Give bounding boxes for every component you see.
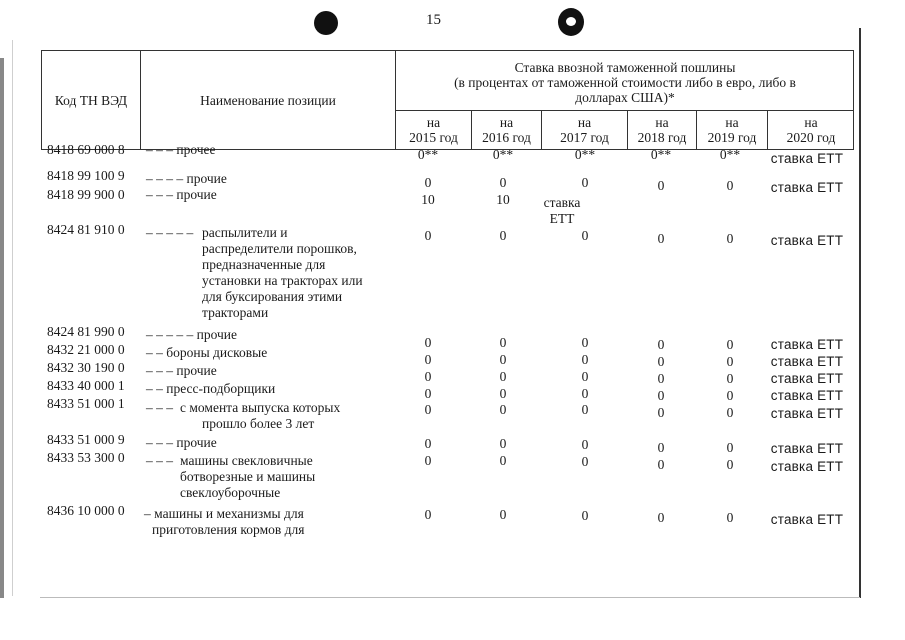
header-rate [396,55,854,109]
value-2017: 0 [581,335,589,350]
header-rate-line2: (в процентах от таможенной стоимости либо в евро, либо в [454,74,796,90]
value-2019: 0 [726,231,734,246]
row-name-line1: с момента выпуска которых [180,400,341,415]
row-name: – – – прочие [146,435,217,450]
value-2020: ставка ЕТТ [770,354,844,369]
value-2015: 0 [424,386,432,401]
value-2016: 0 [499,386,507,401]
table-header [41,50,854,150]
value-2015: 0 [424,402,432,417]
header-year-2020: на 2020 год [786,115,836,145]
value-2018: 0 [657,405,665,420]
value-2020: ставка ЕТТ [770,388,844,403]
value-2019: 0 [726,405,734,420]
value-2019: 0 [726,388,734,403]
value-2016: 0 [499,352,507,367]
value-2016: 0 [499,402,507,417]
header-year-2017: на 2017 год [560,115,609,145]
value-2019: 0 [726,440,734,455]
header-year-2018: на 2018 год [637,115,687,145]
row-code: 8433 51 000 1 [47,396,125,411]
value-2019: 0 [726,510,734,525]
value-2018: 0 [657,457,665,472]
row-code: 8418 69 000 8 [47,142,125,157]
value-2017: 0 [581,402,589,417]
value-2015: 10 [421,192,435,207]
value-2017: 0 [581,175,589,190]
value-2020: ставка ЕТТ [770,406,844,421]
value-2017: 0 [581,454,589,469]
row-code: 8424 81 990 0 [47,324,125,339]
value-2017: ставка ЕТТ [543,195,581,226]
value-2020: ставка ЕТТ [770,459,844,474]
scan-edge-right [859,28,861,598]
value-2019: 0 [726,354,734,369]
value-2016: 0 [499,453,507,468]
value-2019: 0** [719,147,741,162]
row-name-line1: машины свекловичные [180,453,313,468]
header-name: Наименование позиции [200,92,336,108]
value-2015: 0 [424,175,432,190]
row-name-dashes: – – – [146,453,173,468]
value-2016: 0 [499,436,507,451]
value-2018: 0 [657,354,665,369]
value-2015: 0 [424,507,432,522]
value-2016: 0 [499,175,507,190]
row-name: распылители и распределители порошков, предназначенные для установки на тракторах или для буксирования этими тракторами [202,225,363,320]
row-name: – – – – прочие [146,171,227,186]
value-2015: 0 [424,228,432,243]
header-year-2016: на 2016 год [482,115,531,145]
value-2020: ставка ЕТТ [770,151,844,166]
header-year-2015: на 2015 год [409,115,458,145]
value-2017: 0 [581,228,589,243]
header-rate-line1: Ставка ввозной таможенной пошлины [514,59,736,75]
value-2017: 0 [581,369,589,384]
row-code: 8433 51 000 9 [47,432,125,447]
scan-edge-left-faint [12,40,13,596]
value-2018: 0 [657,371,665,386]
value-2020: ставка ЕТТ [770,337,844,352]
row-code: 8418 99 900 0 [47,187,125,202]
row-code: 8433 40 000 1 [47,378,125,393]
value-2019: 0 [726,178,734,193]
value-2016: 0 [499,228,507,243]
value-2017: 0 [581,352,589,367]
value-2020: ставка ЕТТ [770,371,844,386]
value-2018: 0 [657,388,665,403]
row-code: 8436 10 000 0 [47,503,125,518]
value-2019: 0 [726,371,734,386]
row-name-line2: прошло более 3 лет [202,416,315,431]
punch-hole-right [558,8,584,36]
header-code: Код ТН ВЭД [54,92,128,108]
value-2016: 0 [499,507,507,522]
value-2015: 0** [417,147,439,162]
header-year-2019: на 2019 год [707,115,757,145]
value-2015: 0 [424,436,432,451]
row-name-line1: – машины и механизмы для [144,506,304,521]
header-rate-line3: долларах США)* [575,89,675,105]
row-name: – – – прочее [146,142,216,157]
row-code: 8433 53 300 0 [47,450,125,465]
value-2020: ставка ЕТТ [770,512,844,527]
value-2020: ставка ЕТТ [770,180,844,195]
value-2017: 0 [581,386,589,401]
value-2018: 0 [657,440,665,455]
value-2017: 0** [574,147,596,162]
row-name-line3: свеклоуборочные [180,485,281,500]
value-2015: 0 [424,369,432,384]
value-2016: 10 [496,192,510,207]
row-name: – – – – – прочие [146,327,238,342]
page-number: 15 [426,12,441,28]
row-code: 8424 81 910 0 [47,222,125,237]
value-2018: 0 [657,231,665,246]
row-name-dashes: – – – [146,400,173,415]
value-2020: ставка ЕТТ [770,441,844,456]
value-2017: 0 [581,508,589,523]
row-name: – – бороны дисковые [146,345,268,360]
row-name: – – – прочие [146,363,217,378]
value-2016: 0 [499,335,507,350]
row-name: – – – прочие [146,187,217,202]
value-2019: 0 [726,337,734,352]
scan-edge-left [0,58,4,598]
value-2019: 0 [726,457,734,472]
row-code: 8418 99 100 9 [47,168,125,183]
punch-hole-left [314,11,338,35]
row-name: – – пресс-подборщики [146,381,276,396]
row-name-line2: ботворезные и машины [180,469,316,484]
row-name-dashes: – – – – – [146,225,194,240]
value-2015: 0 [424,352,432,367]
value-2018: 0 [657,178,665,193]
value-2018: 0** [650,147,672,162]
row-name-line2: приготовления кормов для [152,522,305,537]
value-2018: 0 [657,510,665,525]
value-2018: 0 [657,337,665,352]
value-2016: 0** [492,147,514,162]
row-code: 8432 30 190 0 [47,360,125,375]
value-2016: 0 [499,369,507,384]
value-2015: 0 [424,453,432,468]
value-2020: ставка ЕТТ [770,233,844,248]
value-2015: 0 [424,335,432,350]
value-2017: 0 [581,437,589,452]
scan-edge-bottom [40,597,860,598]
row-code: 8432 21 000 0 [47,342,125,357]
